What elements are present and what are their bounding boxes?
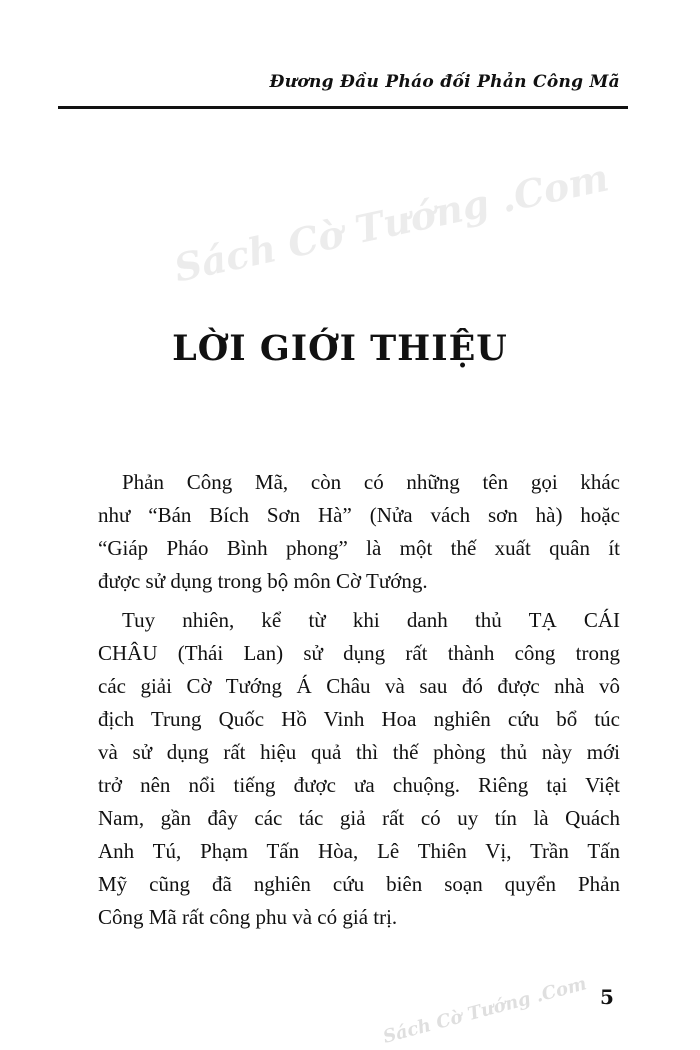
- text-line: Tuy nhiên, kể từ khi danh thủ TẠ CÁI: [122, 608, 620, 632]
- paragraph-2: [98, 604, 620, 934]
- text-line: địch Trung Quốc Hồ Vinh Hoa nghiên cứu bổ túc: [98, 707, 620, 731]
- line-wrapper: [98, 499, 620, 532]
- line-wrapper: [98, 565, 620, 598]
- running-header: Đương Đầu Pháo đối Phản Công Mã: [269, 72, 620, 92]
- body-text: [98, 466, 620, 934]
- line-wrapper: [98, 736, 620, 769]
- line-wrapper: [98, 604, 620, 637]
- watermark: Sách Cờ Tướng .Com: [170, 154, 613, 291]
- line-wrapper: [98, 835, 620, 868]
- line-wrapper: [98, 802, 620, 835]
- text-line: Phản Công Mã, còn có những tên gọi khác: [122, 470, 620, 494]
- line-wrapper: [98, 466, 620, 499]
- line-wrapper: [98, 532, 620, 565]
- text-line: các giải Cờ Tướng Á Châu và sau đó được nhà vô: [98, 674, 620, 698]
- line-wrapper: [98, 868, 620, 901]
- text-line: “Giáp Pháo Bình phong” là một thế xuất quân ít: [98, 536, 620, 560]
- line-wrapper: [98, 637, 620, 670]
- line-wrapper: [98, 901, 620, 934]
- text-line: trở nên nổi tiếng được ưa chuộng. Riêng tại Việt: [98, 773, 620, 797]
- text-line: Mỹ cũng đã nghiên cứu biên soạn quyển Phản: [98, 872, 620, 896]
- chapter-title: LỜI GIỚI THIỆU: [172, 328, 508, 369]
- line-wrapper: [98, 769, 620, 802]
- line-wrapper: [98, 703, 620, 736]
- watermark-small: Sách Cờ Tướng .Com: [380, 973, 589, 1048]
- text-line: được sử dụng trong bộ môn Cờ Tướng.: [98, 569, 428, 593]
- text-line: CHÂU (Thái Lan) sử dụng rất thành công trong: [98, 641, 620, 665]
- paragraph-1: [98, 466, 620, 598]
- text-line: Công Mã rất công phu và có giá trị.: [98, 905, 398, 929]
- text-line: như “Bán Bích Sơn Hà” (Nửa vách sơn hà) hoặc: [98, 503, 620, 527]
- line-wrapper: [98, 670, 620, 703]
- header-rule: [58, 106, 628, 109]
- text-line: và sử dụng rất hiệu quả thì thế phòng thủ này mới: [98, 740, 620, 764]
- text-line: Anh Tú, Phạm Tấn Hòa, Lê Thiên Vị, Trần Tấn: [98, 839, 620, 863]
- text-line: Nam, gần đây các tác giả rất có uy tín là Quách: [98, 806, 620, 830]
- page-number: 5: [600, 985, 614, 1009]
